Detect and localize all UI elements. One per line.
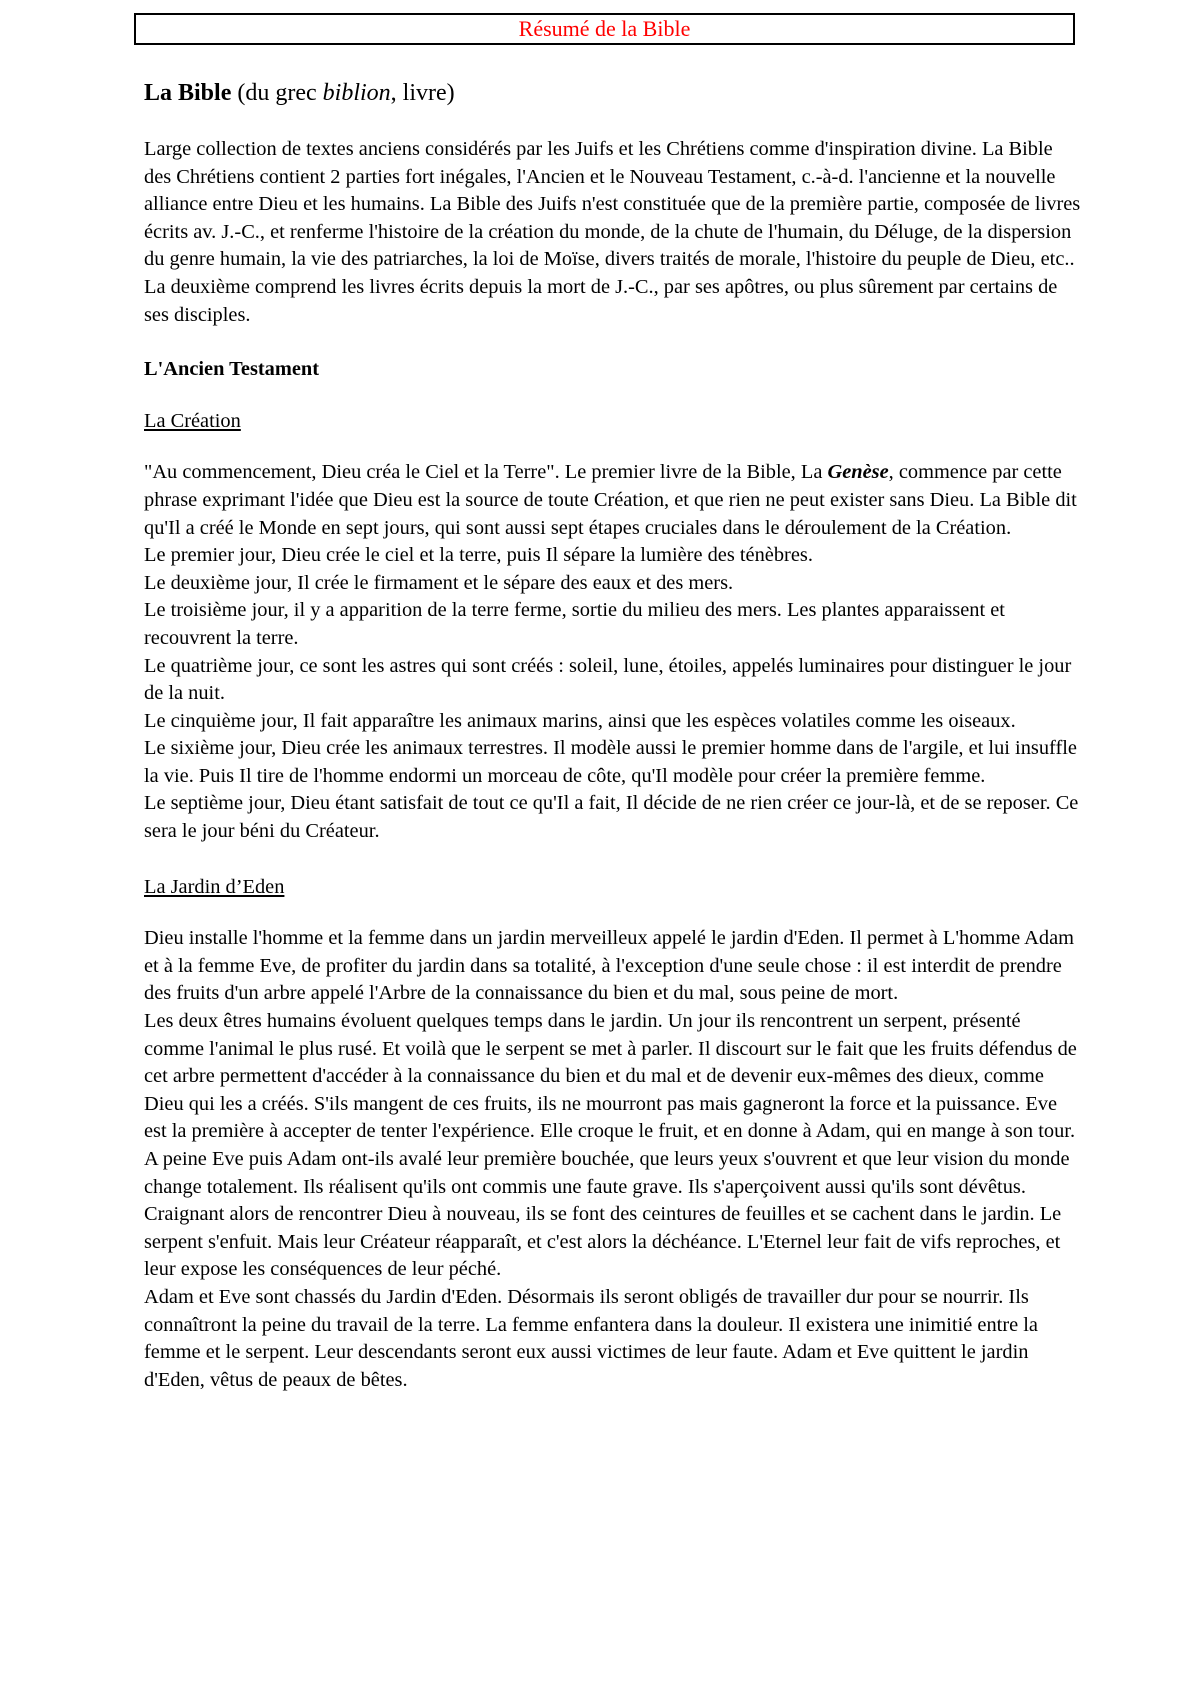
document-body	[144, 78, 1084, 1394]
creation-day-3: Le troisième jour, il y a apparition de la terre ferme, sortie du milieu des mers. Les plantes apparaissent et recouvrent la terre.	[144, 599, 1005, 649]
main-heading-post: , livre)	[390, 80, 455, 106]
creation-lead-paragraph	[144, 459, 1084, 542]
creation-day-4: Le quatrième jour, ce sont les astres qui sont créés : soleil, lune, étoiles, appelés luminaires pour distinguer le jour de la nuit.	[144, 654, 1072, 705]
main-heading-pre: (du grec	[231, 80, 323, 106]
subsection-heading-creation: La Création	[144, 409, 241, 432]
main-heading-italic: biblion	[322, 80, 391, 106]
creation-lead-post: , commence par cette phrase exprimant l'idée que Dieu est la source de toute Création, et que rien ne peut exister sans Dieu. La Bible dit qu'Il a créé le Monde en sept jours, qui sont aussi sept étapes cruciales dans le déroulement de la Création.	[144, 461, 1077, 539]
document-title	[134, 13, 1075, 45]
eden-paragraph: A peine Eve puis Adam ont-ils avalé leur première bouchée, que leurs yeux s'ouvrent et que leur vision du monde change totalement. Ils réalisent qu'ils ont commis une faute grave. Ils s'aperçoivent aussi qu'ils sont dévêtus. Craignant alors de rencontrer Dieu à nouveau, ils se font des ceintures de feuilles et se cachent dans le jardin. Le serpent s'enfuit. Mais leur Créateur réapparaît, et c'est alors la déchéance. L'Eternel leur fait de vifs reproches, et leur expose les conséquences de leur péché.	[144, 1148, 1070, 1281]
creation-lead-emphasis: Genèse	[827, 461, 889, 484]
creation-day-7: Le septième jour, Dieu étant satisfait de tout ce qu'Il a fait, Il décide de ne rien créer ce jour-là, et de se reposer. Ce sera le jour béni du Créateur.	[144, 792, 1079, 843]
creation-day-2: Le deuxième jour, Il crée le firmament et le sépare des eaux et des mers.	[144, 571, 734, 594]
main-heading	[144, 78, 1084, 108]
creation-day-6: Le sixième jour, Dieu crée les animaux terrestres. Il modèle aussi le premier homme dans de l'argile, et lui insuffle la vie. Puis Il tire de l'homme endormi un morceau de côte, qu'Il modèle pour créer la première femme.	[144, 737, 1077, 787]
creation-section	[144, 459, 1084, 845]
main-heading-bold: La Bible	[144, 80, 232, 106]
creation-day-1: Le premier jour, Dieu crée le ciel et la terre, puis Il sépare la lumière des ténèbres.	[144, 544, 813, 567]
subsection-heading-eden: La Jardin d’Eden	[144, 875, 285, 898]
creation-day-5: Le cinquième jour, Il fait apparaître les animaux marins, ainsi que les espèces volatiles comme les oiseaux.	[144, 709, 1016, 732]
section-heading-old-testament: L'Ancien Testament	[144, 358, 320, 381]
intro-paragraph: Large collection de textes anciens considérés par les Juifs et les Chrétiens comme d'inspiration divine. La Bible des Chrétiens contient 2 parties fort inégales, l'Ancien et le Nouveau Testament, c.-à-d. l'ancienne et la nouvelle alliance entre Dieu et les humains. La Bible des Juifs n'est constituée que de la première partie, composée de livres écrits av. J.-C., et renferme l'histoire de la création du monde, de la chute de l'humain, du Déluge, de la dispersion du genre humain, la vie des patriarches, la loi de Moïse, divers traités de morale, l'histoire du peuple de Dieu, etc.. La deuxième comprend les livres écrits depuis la mort de J.-C., par ses apôtres, ou plus sûrement par certains de ses disciples.	[144, 138, 1081, 326]
eden-paragraph: Dieu installe l'homme et la femme dans un jardin merveilleux appelé le jardin d'Eden. Il permet à L'homme Adam et à la femme Eve, de profiter du jardin dans sa totalité, à l'exception d'une seule chose : il est interdit de prendre des fruits d'un arbre appelé l'Arbre de la connaissance du bien et du mal, sous peine de mort.	[144, 927, 1075, 1005]
creation-lead-pre: "Au commencement, Dieu créa le Ciel et la Terre". Le premier livre de la Bible, La	[144, 461, 828, 484]
eden-section	[144, 925, 1084, 1394]
document-title-text: Résumé de la Bible	[518, 16, 691, 41]
eden-paragraph: Les deux êtres humains évoluent quelques temps dans le jardin. Un jour ils rencontrent un serpent, présenté comme l'animal le plus rusé. Et voilà que le serpent se met à parler. Il discourt sur le fait que les fruits défendus de cet arbre permettent d'accéder à la connaissance du bien et du mal et de devenir eux-mêmes des dieux, comme Dieu qui les a créés. S'ils mangent de ces fruits, ils ne mourront pas mais gagneront la force et la puissance. Eve est la première à accepter de tenter l'expérience. Elle croque le fruit, et en donne à Adam, qui en mange à son tour.	[144, 1010, 1077, 1143]
eden-paragraph: Adam et Eve sont chassés du Jardin d'Eden. Désormais ils seront obligés de travailler dur pour se nourrir. Ils connaîtront la peine du travail de la terre. La femme enfantera dans la douleur. Il existera une inimitié entre la femme et le serpent. Leur descendants seront eux aussi victimes de leur faute. Adam et Eve quittent le jardin d'Eden, vêtus de peaux de bêtes.	[144, 1285, 1038, 1391]
